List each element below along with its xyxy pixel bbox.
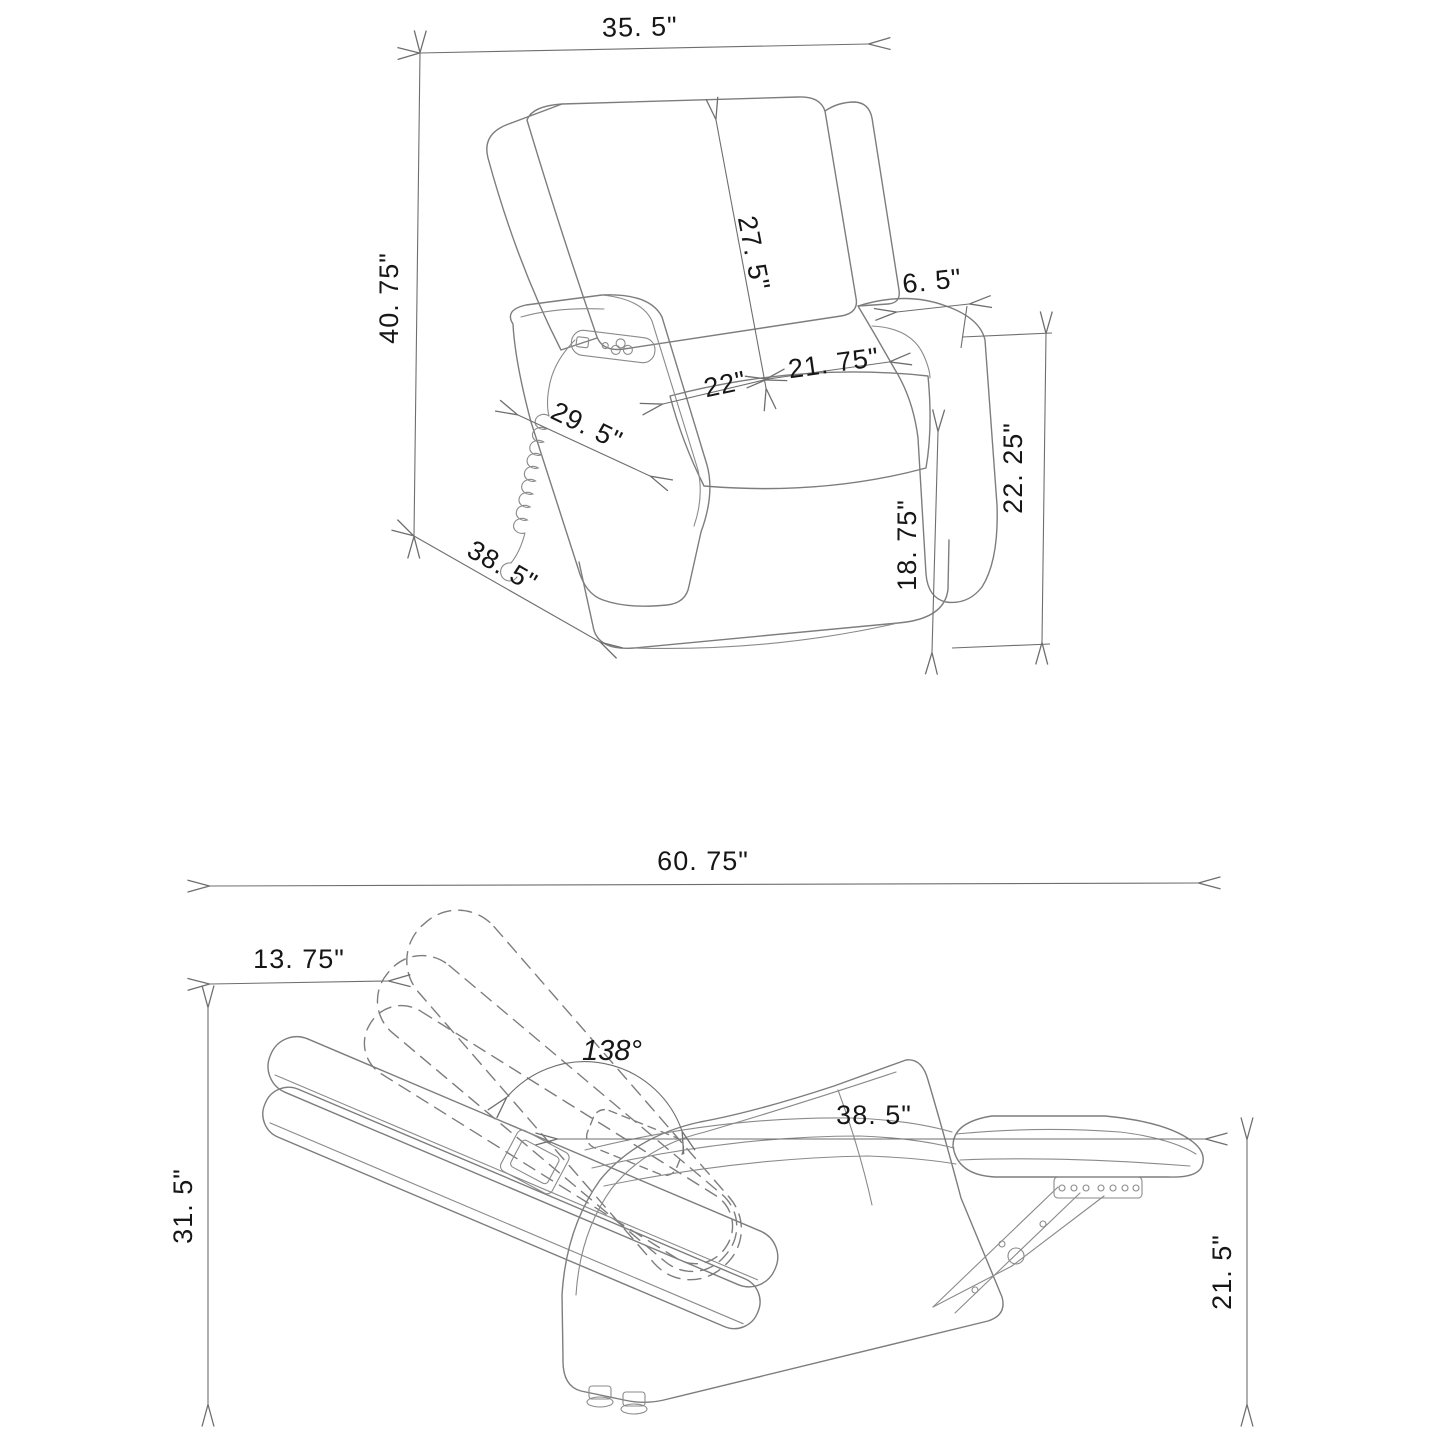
dim-seat-depth [768,342,889,384]
plate-hole-7 [1133,1185,1139,1191]
dim-overall-depth-label: 38. 5" [462,534,543,599]
dim-seat-height-line [932,432,938,652]
remote-cord-coil [514,414,549,533]
dim-back-cushion-height-label: 27. 5" [731,213,776,294]
dim-seat-height-label: 18. 75" [892,499,922,591]
dim-overall-width-label: 35. 5" [601,11,678,43]
dim-overall-height [374,53,420,536]
plate-hole-1 [1059,1185,1065,1191]
dim-overall-width-line [420,44,868,53]
dim-reclined-back-height-label: 31. 5" [168,1168,198,1244]
backrest-dashed-position-1 [387,890,761,1299]
plate-hole-4 [1098,1185,1104,1191]
dim-seat-height [892,432,938,652]
dim-overall-height-line [414,53,420,536]
left-armrest-seam [602,295,700,526]
dim-reclined-length [210,846,1198,886]
plate-hole-6 [1122,1185,1128,1191]
backrest-dashed-position-3 [351,992,746,1277]
remote-button-2 [623,345,633,355]
dim-armrest-height-extension-bottom [952,644,1050,648]
dim-seat-depth-label: 21. 75" [786,341,882,385]
backrest-right-panel [825,102,899,306]
dim-reclined-seat-length [558,1100,1205,1139]
recline-angle-arc [507,1062,682,1131]
dim-armrest-length-label: 29. 5" [546,395,628,456]
right-armrest [858,299,997,603]
backrest-dashed-3-outline [351,992,746,1277]
dim-armrest-width [897,263,969,348]
footrest-linkage [933,1177,1142,1313]
dim-armrest-height-label: 22. 25" [998,422,1028,514]
dim-armrest-height-extension-top [962,333,1052,337]
footrest-seam-2 [960,1159,1190,1166]
footrest-seam-1 [956,1129,1196,1154]
backrest-cushion-top-seam [275,1075,757,1280]
recline-angle-label: 138° [582,1035,642,1067]
dim-footrest-height-label: 21. 5" [1207,1234,1237,1310]
dim-backrest-clearance-label: 13. 75" [253,944,345,974]
backrest-cushion-top [259,1028,786,1296]
dim-reclined-back-height [168,1008,208,1404]
dim-back-cushion-height [716,120,776,388]
linkage-bar-2 [955,1193,1080,1313]
chair-feet [587,1386,647,1414]
plate-hole-5 [1110,1185,1116,1191]
dim-recline-angle [507,1035,682,1131]
dim-reclined-length-line [210,883,1198,886]
backrest-dashed-1-outline [387,890,761,1299]
left-armrest-top-line [521,309,604,317]
plate-hole-3 [1083,1185,1089,1191]
reclined-chair-drawing [242,890,1203,1414]
dim-footrest-height [1207,1140,1247,1404]
reclined-view [168,846,1247,1414]
seat-shell [562,1060,1003,1402]
dim-backrest-clearance [210,944,388,984]
dim-reclined-seat-length-label: 38. 5" [836,1100,912,1130]
footrest-pad [953,1116,1203,1177]
dim-seat-width-label: 22" [701,365,750,404]
dim-armrest-height-line [1042,334,1046,642]
backrest-reclined-solid [242,1028,787,1336]
backrest-left-panel [487,104,597,350]
dim-reclined-length-label: 60. 75" [657,846,749,876]
linkage-bar-1 [933,1187,1058,1307]
dim-overall-width [420,11,868,53]
linkage-bolt-2 [1040,1221,1046,1227]
backrest-front [527,97,856,350]
seat-surface-line-3 [604,1156,956,1186]
dim-overall-height-label: 40. 75" [374,252,404,344]
dim-backrest-clearance-line [210,981,388,984]
linkage-cross-bar [933,1266,1012,1307]
upright-view [374,11,1052,652]
seat-surface-line-2 [592,1136,954,1168]
linkage-bolt-3 [972,1287,978,1293]
backrest-dashed-position-2 [360,938,754,1288]
linkage-roller [1008,1248,1024,1264]
dim-armrest-length [518,396,650,476]
plate-hole-2 [1071,1185,1077,1191]
dim-armrest-height [952,333,1052,648]
linkage-bar-3 [1012,1196,1104,1266]
backrest-dashed-2-outline [360,938,754,1288]
backrest-cushion-bottom [255,1079,768,1336]
dim-armrest-width-label: 6. 5" [900,263,964,300]
linkage-bolt-1 [999,1241,1005,1247]
